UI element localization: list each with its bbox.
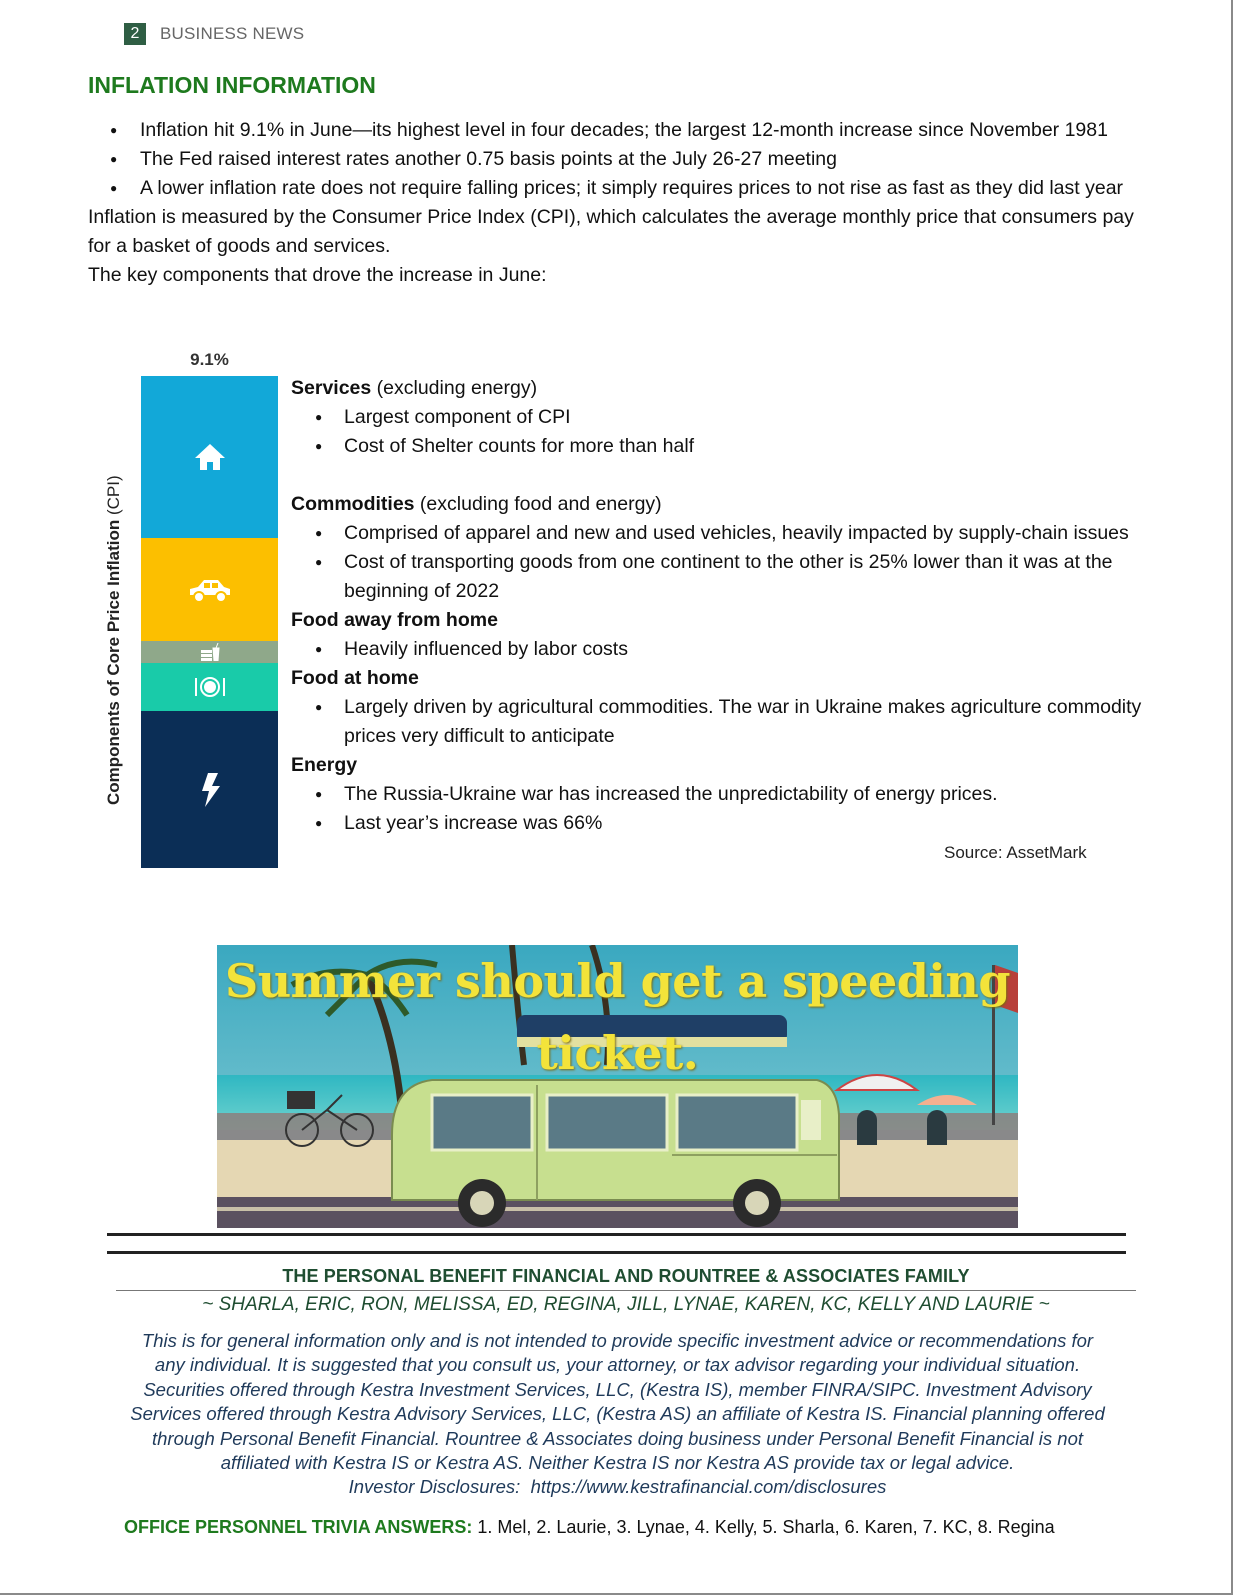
car-icon <box>186 577 234 603</box>
key-fact: ● Inflation hit 9.1% in June—its highest level in four decades; the largest 12-month increase since November 1981 <box>140 116 1158 145</box>
disclaimer-line: This is for general information only and is not intended to provide specific investment advice or recommendations for <box>141 1330 1094 1351</box>
fast-food-icon <box>200 643 220 661</box>
disclaimer-line: affiliated with Kestra IS or Kestra AS. Neither Kestra IS nor Kestra AS provide tax or legal advice. <box>220 1452 1015 1474</box>
bar-segment <box>141 538 278 641</box>
disclaimer-line: any individual. It is suggested that you consult us, your attorney, or tax advisor regarding your individual situation. <box>154 1354 1081 1376</box>
disclaimer-line: Services offered through Kestra Advisory Services, LLC, (Kestra AS) an affiliate of Kestra IS. Financial planning offered <box>130 1403 1105 1425</box>
components-list <box>291 374 1151 838</box>
banner-caption: Summer should get a speeding ticket. <box>224 954 1010 1080</box>
trivia-label: OFFICE PERSONNEL TRIVIA ANSWERS: <box>124 1517 473 1537</box>
component-point: ● Largest component of CPI <box>344 403 1151 432</box>
family-heading: THE PERSONAL BENEFIT FINANCIAL AND ROUNTREE & ASSOCIATES FAMILY <box>282 1266 970 1286</box>
component-point: ● Comprised of apparel and new and used vehicles, heavily impacted by supply-chain issues <box>344 519 1151 548</box>
key-facts-list <box>88 116 1158 203</box>
section-name: BUSINESS NEWS <box>160 24 305 43</box>
key-components-intro: The key components that drove the increase in June: <box>88 264 547 286</box>
footer-divider <box>107 1233 1126 1236</box>
footer-divider <box>107 1251 1126 1254</box>
component-point: ● Cost of Shelter counts for more than half <box>344 432 1151 461</box>
component-point: ● Heavily influenced by labor costs <box>344 635 1151 664</box>
component-heading <box>291 374 1151 403</box>
component-name: Food away from home <box>291 609 498 631</box>
chart-y-axis-label <box>104 475 124 805</box>
component-heading <box>291 490 1151 519</box>
plate-icon <box>192 676 228 698</box>
key-fact: ● A lower inflation rate does not require falling prices; it simply requires prices to not rise as fast as they did last year <box>140 174 1158 203</box>
component-point: ● Last year’s increase was 66% <box>344 809 1151 838</box>
family-underline <box>116 1290 1136 1291</box>
bar-segment <box>141 376 278 538</box>
bar-total-label: 9.1% <box>190 350 229 369</box>
component-heading <box>291 751 1151 780</box>
article-title: INFLATION INFORMATION <box>88 72 376 98</box>
component-points <box>291 780 1151 838</box>
source-note: Source: AssetMark <box>944 843 1087 862</box>
disclaimer-line: Securities offered through Kestra Investment Services, LLC, (Kestra IS), member FINRA/SIPC. Investment Advisory <box>143 1378 1092 1400</box>
cpi-paragraph: Inflation is measured by the Consumer Price Index (CPI), which calculates the average monthly price that consumers pay for a basket of goods and services. <box>88 206 1134 257</box>
component-points <box>291 519 1151 606</box>
disclosures-label: Investor Disclosures: <box>348 1476 521 1498</box>
component-name: Energy <box>291 754 358 776</box>
banner-image <box>217 945 1018 1228</box>
disclosures-link[interactable]: https://www.kestrafinancial.com/disclosures <box>530 1476 887 1498</box>
spacer <box>291 461 1151 490</box>
article-intro <box>88 116 1158 290</box>
page-number: 2 <box>124 23 146 45</box>
y-label-main: Components of Core Price Inflation <box>104 519 123 805</box>
component-points <box>291 403 1151 461</box>
component-points <box>291 635 1151 664</box>
component-qualifier: (excluding energy) <box>371 377 538 399</box>
staff-names: ~ SHARLA, ERIC, RON, MELISSA, ED, REGINA, JILL, LYNAE, KAREN, KC, KELLY AND LAURIE ~ <box>202 1294 1050 1315</box>
component-points <box>291 693 1151 751</box>
trivia-answers <box>124 1517 1055 1538</box>
trivia-values: 1. Mel, 2. Laurie, 3. Lynae, 4. Kelly, 5. Sharla, 6. Karen, 7. KC, 8. Regina <box>477 1517 1055 1537</box>
lightning-icon <box>199 773 221 807</box>
legal-disclaimer <box>95 1329 1140 1500</box>
house-icon <box>193 442 227 472</box>
component-qualifier: (excluding food and energy) <box>414 493 662 515</box>
component-point: ● Largely driven by agricultural commodities. The war in Ukraine makes agriculture commodity prices very difficult to anticipate <box>344 693 1151 751</box>
component-name: Services <box>291 377 372 399</box>
key-fact: ● The Fed raised interest rates another 0.75 basis points at the July 26-27 meeting <box>140 145 1158 174</box>
bar-segment <box>141 641 278 663</box>
component-name: Commodities <box>291 493 415 515</box>
disclosures-line <box>95 1475 1140 1499</box>
disclaimer-line: through Personal Benefit Financial. Rountree & Associates doing business under Personal Benefit Financial is not <box>151 1427 1084 1449</box>
stacked-bar <box>141 376 278 868</box>
component-name: Food at home <box>291 667 419 689</box>
component-point: ● Cost of transporting goods from one continent to the other is 25% lower than it was at the beginning of 2022 <box>344 548 1151 606</box>
component-point: ● The Russia-Ukraine war has increased the unpredictability of energy prices. <box>344 780 1151 809</box>
bar-segment <box>141 663 278 712</box>
bar-segment <box>141 711 278 868</box>
component-heading <box>291 664 1151 693</box>
y-label-unit: (CPI) <box>104 475 123 516</box>
page-header <box>124 23 304 45</box>
component-heading <box>291 606 1151 635</box>
